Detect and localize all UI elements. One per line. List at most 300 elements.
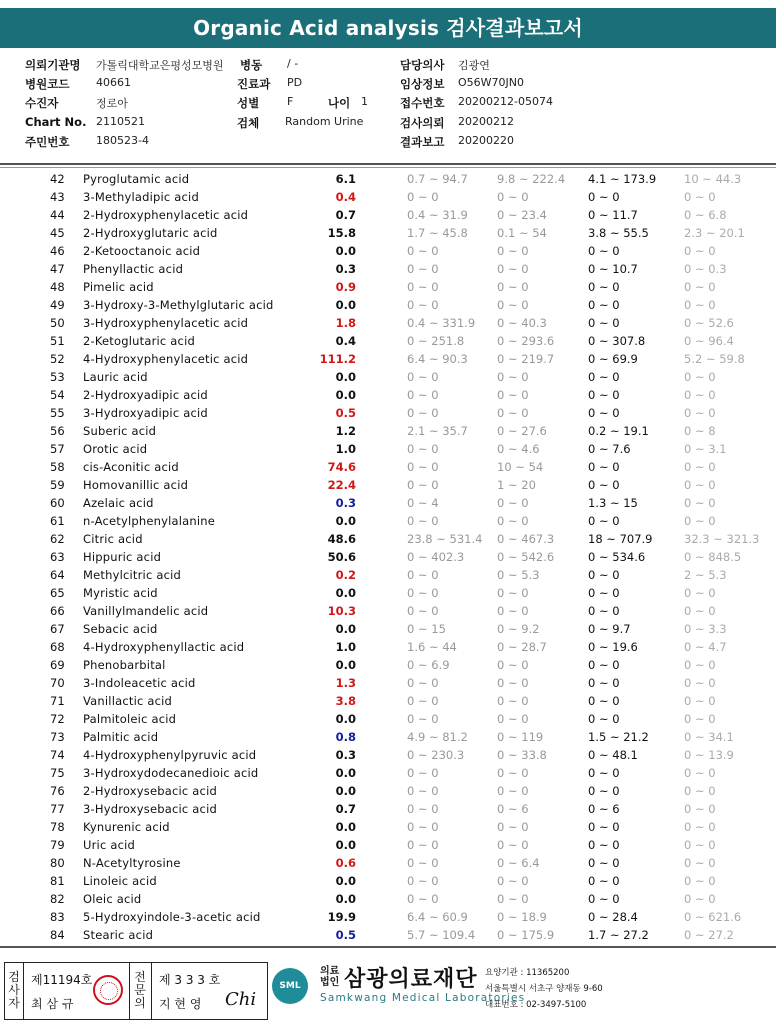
result-value: 0.0 [335,370,356,384]
result-number: 74 [50,748,65,762]
result-number: 47 [50,262,65,276]
reference-range-2: 0 ~ 0 [497,586,529,600]
result-number: 59 [50,478,65,492]
reference-range-2: 0 ~ 33.8 [497,748,547,762]
result-number: 42 [50,172,65,186]
analyte-name: Hippuric acid [83,550,162,564]
result-number: 58 [50,460,65,474]
reference-range-4: 0 ~ 0 [684,388,716,402]
analyte-name: Phenyllactic acid [83,262,184,276]
result-value: 0.0 [335,784,356,798]
reference-range-1: 0 ~ 0 [407,784,439,798]
analyte-name: Homovanillic acid [83,478,189,492]
org-type [320,966,339,988]
reference-range-1: 0 ~ 251.8 [407,334,465,348]
reference-range-3: 0 ~ 19.6 [588,640,638,654]
result-value: 0.5 [335,928,356,942]
clinical-value: O56W70JN0 [458,76,524,89]
table-row [0,602,776,620]
reference-range-2: 9.8 ~ 222.4 [497,172,566,186]
reference-range-1: 0 ~ 4 [407,496,439,510]
result-number: 84 [50,928,65,942]
org-type-line2: 법인 [320,977,340,988]
reference-range-3: 0 ~ 0 [588,604,620,618]
reference-range-1: 0 ~ 0 [407,712,439,726]
specialist-name: 지 현 영 [159,997,202,1011]
result-value: 15.8 [327,226,356,240]
result-number: 60 [50,496,65,510]
reference-range-3: 0 ~ 0 [588,406,620,420]
reference-range-2: 0 ~ 0 [497,514,529,528]
table-row [0,296,776,314]
result-value: 0.0 [335,388,356,402]
table-row [0,656,776,674]
result-value: 0.8 [335,730,356,744]
analyte-name: Methylcitric acid [83,568,181,582]
result-value: 0.0 [335,874,356,888]
table-row [0,494,776,512]
analyte-name: Myristic acid [83,586,158,600]
table-row [0,458,776,476]
reference-range-1: 0 ~ 0 [407,514,439,528]
table-row [0,836,776,854]
physician-value: 김광연 [458,59,490,72]
table-row [0,170,776,188]
receipt-value: 20200212-05074 [458,95,553,108]
organization-name: 삼광의료재단 [344,967,478,992]
analyte-name: Pyroglutamic acid [83,172,190,186]
result-value: 0.0 [335,298,356,312]
reference-range-1: 0 ~ 6.9 [407,658,450,672]
analyte-name: 2-Hydroxyphenylacetic acid [83,208,249,222]
reference-range-3: 0 ~ 0 [588,712,620,726]
analyte-name: Oleic acid [83,892,142,906]
reference-range-4: 0 ~ 0 [684,694,716,708]
organization-english-name: Samkwang Medical Laboratories [320,992,526,1004]
table-row [0,782,776,800]
reference-range-1: 0 ~ 230.3 [407,748,465,762]
reference-range-3: 0 ~ 0 [588,316,620,330]
table-row [0,746,776,764]
result-value: 0.5 [335,406,356,420]
reference-range-3: 0 ~ 6 [588,802,620,816]
reference-range-3: 0 ~ 0 [588,658,620,672]
table-row [0,332,776,350]
analyte-name: 4-Hydroxyphenylpyruvic acid [83,748,257,762]
result-value: 0.2 [335,568,356,582]
reference-range-3: 0 ~ 0 [588,190,620,204]
reference-range-1: 0 ~ 0 [407,694,439,708]
reference-range-1: 0 ~ 402.3 [407,550,465,564]
chart-value: 2110521 [96,115,145,128]
reference-range-3: 0 ~ 28.4 [588,910,638,924]
reference-range-1: 0.7 ~ 94.7 [407,172,468,186]
reference-range-4: 0 ~ 0 [684,838,716,852]
table-row [0,278,776,296]
report-value: 20200220 [458,134,514,147]
reference-range-2: 0 ~ 0 [497,658,529,672]
reference-range-2: 0 ~ 40.3 [497,316,547,330]
table-row [0,710,776,728]
reference-range-2: 0 ~ 0 [497,676,529,690]
reference-range-3: 0.2 ~ 19.1 [588,424,649,438]
analyte-name: 3-Methyladipic acid [83,190,199,204]
sex-label: 성별 [237,96,260,110]
reference-range-4: 0 ~ 3.3 [684,622,727,636]
analyte-name: cis-Aconitic acid [83,460,179,474]
result-number: 70 [50,676,65,690]
analyte-name: Citric acid [83,532,143,546]
table-row [0,242,776,260]
reference-range-2: 1 ~ 20 [497,478,536,492]
hospital-code-value: 40661 [96,76,131,89]
seal-stamp [93,975,123,1005]
reference-range-4: 2 ~ 5.3 [684,568,727,582]
table-row [0,854,776,872]
result-value: 22.4 [327,478,356,492]
result-number: 49 [50,298,65,312]
table-row [0,206,776,224]
reference-range-4: 0 ~ 0 [684,658,716,672]
reference-range-4: 0 ~ 0 [684,892,716,906]
reference-range-4: 0 ~ 0.3 [684,262,727,276]
result-number: 53 [50,370,65,384]
result-number: 72 [50,712,65,726]
analyte-name: Palmitoleic acid [83,712,177,726]
reference-range-2: 0 ~ 0 [497,766,529,780]
reference-range-4: 0 ~ 8 [684,424,716,438]
reference-range-3: 0 ~ 0 [588,766,620,780]
reference-range-2: 0 ~ 5.3 [497,568,540,582]
table-row [0,260,776,278]
table-row [0,530,776,548]
result-value: 6.1 [335,172,356,186]
result-value: 48.6 [327,532,356,546]
table-row [0,476,776,494]
tester-label: 검사자 [8,970,20,1010]
table-row [0,764,776,782]
reference-range-4: 0 ~ 0 [684,244,716,258]
table-row [0,872,776,890]
reference-range-1: 0 ~ 0 [407,190,439,204]
result-number: 64 [50,568,65,582]
reference-range-1: 6.4 ~ 90.3 [407,352,468,366]
reference-range-1: 0 ~ 0 [407,820,439,834]
reference-range-1: 0 ~ 0 [407,892,439,906]
table-row [0,314,776,332]
result-value: 19.9 [327,910,356,924]
result-number: 67 [50,622,65,636]
ward-label: 병동 [240,58,263,72]
result-value: 0.0 [335,514,356,528]
result-value: 111.2 [319,352,356,366]
analyte-name: Kynurenic acid [83,820,170,834]
reference-range-4: 5.2 ~ 59.8 [684,352,745,366]
reference-range-3: 3.8 ~ 55.5 [588,226,649,240]
reference-range-3: 0 ~ 0 [588,694,620,708]
table-row [0,638,776,656]
result-number: 69 [50,658,65,672]
reference-range-4: 0 ~ 0 [684,514,716,528]
reference-range-2: 0 ~ 542.6 [497,550,555,564]
table-row [0,800,776,818]
analyte-name: Azelaic acid [83,496,154,510]
result-value: 1.3 [335,676,356,690]
reference-range-3: 0 ~ 0 [588,514,620,528]
result-number: 46 [50,244,65,258]
reference-range-2: 0 ~ 0 [497,370,529,384]
reference-range-3: 0 ~ 7.6 [588,442,631,456]
reference-range-4: 0 ~ 52.6 [684,316,734,330]
reference-range-1: 0.4 ~ 31.9 [407,208,468,222]
table-row [0,692,776,710]
reference-range-3: 0 ~ 0 [588,298,620,312]
table-row [0,908,776,926]
reference-range-4: 0 ~ 0 [684,478,716,492]
analyte-name: 3-Indoleacetic acid [83,676,196,690]
table-row [0,404,776,422]
table-row [0,188,776,206]
analyte-name: Vanillactic acid [83,694,173,708]
analyte-name: Lauric acid [83,370,148,384]
reference-range-4: 0 ~ 0 [684,496,716,510]
reference-range-2: 0 ~ 0 [497,406,529,420]
reference-range-3: 0 ~ 0 [588,874,620,888]
result-value: 0.0 [335,838,356,852]
reference-range-1: 0 ~ 0 [407,676,439,690]
table-row [0,368,776,386]
reference-range-3: 0 ~ 534.6 [588,550,646,564]
reference-range-4: 0 ~ 13.9 [684,748,734,762]
result-number: 71 [50,694,65,708]
analyte-name: Phenobarbital [83,658,166,672]
request-value: 20200212 [458,115,514,128]
result-number: 63 [50,550,65,564]
reference-range-3: 0 ~ 0 [588,892,620,906]
result-value: 0.4 [335,190,356,204]
patient-info [0,52,776,160]
reference-range-4: 0 ~ 27.2 [684,928,734,942]
reference-range-4: 0 ~ 0 [684,370,716,384]
result-value: 0.3 [335,496,356,510]
specimen-value: Random Urine [285,115,364,128]
reference-range-1: 0 ~ 0 [407,568,439,582]
result-value: 1.8 [335,316,356,330]
analyte-name: 2-Ketooctanoic acid [83,244,201,258]
reference-range-3: 0 ~ 0 [588,460,620,474]
analyte-name: Sebacic acid [83,622,158,636]
result-number: 44 [50,208,65,222]
reference-range-4: 32.3 ~ 321.3 [684,532,760,546]
reference-range-1: 1.6 ~ 44 [407,640,457,654]
reference-range-2: 0 ~ 175.9 [497,928,555,942]
divider [23,963,24,1019]
result-value: 0.0 [335,820,356,834]
institution-code: 요양기관 : 11365200 [485,968,570,978]
analyte-name: 2-Ketoglutaric acid [83,334,195,348]
reference-range-4: 0 ~ 0 [684,604,716,618]
reference-range-2: 0 ~ 9.2 [497,622,540,636]
footer-divider [0,946,776,948]
reference-range-3: 0 ~ 307.8 [588,334,646,348]
department-value: PD [287,76,303,89]
result-number: 54 [50,388,65,402]
reference-range-2: 0 ~ 0 [497,604,529,618]
result-value: 0.0 [335,712,356,726]
result-value: 10.3 [327,604,356,618]
reference-range-1: 0 ~ 0 [407,298,439,312]
reference-range-1: 0 ~ 0 [407,874,439,888]
table-row [0,422,776,440]
result-number: 48 [50,280,65,294]
reference-range-2: 0 ~ 119 [497,730,544,744]
reference-range-1: 0 ~ 0 [407,388,439,402]
analyte-name: Suberic acid [83,424,157,438]
reference-range-4: 10 ~ 44.3 [684,172,742,186]
reference-range-4: 0 ~ 0 [684,676,716,690]
reference-range-3: 0 ~ 0 [588,568,620,582]
table-row [0,728,776,746]
recipient-value: 정로아 [96,97,128,110]
table-row [0,890,776,908]
analyte-name: Palmitic acid [83,730,159,744]
analyte-name: 3-Hydroxy-3-Methylglutaric acid [83,298,274,312]
reference-range-4: 0 ~ 621.6 [684,910,742,924]
analyte-name: Stearic acid [83,928,154,942]
result-number: 51 [50,334,65,348]
reference-range-4: 0 ~ 0 [684,766,716,780]
result-number: 45 [50,226,65,240]
reference-range-4: 0 ~ 848.5 [684,550,742,564]
analyte-name: 5-Hydroxyindole-3-acetic acid [83,910,261,924]
reference-range-2: 0 ~ 18.9 [497,910,547,924]
reference-range-4: 0 ~ 3.1 [684,442,727,456]
analyte-name: 4-Hydroxyphenyllactic acid [83,640,245,654]
reference-range-3: 0 ~ 10.7 [588,262,638,276]
table-row [0,926,776,944]
reference-range-2: 0 ~ 4.6 [497,442,540,456]
analyte-name: Linoleic acid [83,874,157,888]
reference-range-2: 0 ~ 0 [497,874,529,888]
reference-range-2: 0 ~ 0 [497,820,529,834]
specimen-label: 검체 [237,116,260,130]
analyte-name: 3-Hydroxyadipic acid [83,406,208,420]
result-value: 0.9 [335,280,356,294]
reference-range-1: 2.1 ~ 35.7 [407,424,468,438]
reference-range-2: 0 ~ 0 [497,280,529,294]
reference-range-2: 0 ~ 293.6 [497,334,555,348]
reference-range-1: 23.8 ~ 531.4 [407,532,483,546]
reference-range-1: 0 ~ 0 [407,280,439,294]
recipient-label: 수진자 [25,96,59,110]
analyte-name: 2-Hydroxyglutaric acid [83,226,218,240]
id-value: 180523-4 [96,134,149,147]
reference-range-3: 1.3 ~ 15 [588,496,638,510]
sex-value: F [287,95,294,108]
reference-range-2: 0 ~ 28.7 [497,640,547,654]
reference-range-1: 0 ~ 0 [407,802,439,816]
result-value: 0.0 [335,658,356,672]
result-value: 0.0 [335,892,356,906]
table-row [0,584,776,602]
result-number: 73 [50,730,65,744]
table-row [0,224,776,242]
result-number: 68 [50,640,65,654]
result-number: 52 [50,352,65,366]
signature: Chi [225,989,257,1010]
result-value: 0.7 [335,802,356,816]
reference-range-3: 0 ~ 0 [588,478,620,492]
table-row [0,566,776,584]
table-row [0,440,776,458]
reference-range-3: 0 ~ 0 [588,370,620,384]
result-value: 0.3 [335,262,356,276]
reference-range-2: 0 ~ 0 [497,496,529,510]
request-label: 검사의뢰 [400,116,445,130]
reference-range-3: 0 ~ 0 [588,280,620,294]
reference-range-4: 0 ~ 0 [684,406,716,420]
reference-range-2: 0 ~ 27.6 [497,424,547,438]
result-number: 57 [50,442,65,456]
result-number: 75 [50,766,65,780]
divider [129,963,130,1019]
analyte-name: 2-Hydroxyadipic acid [83,388,208,402]
reference-range-1: 0 ~ 0 [407,442,439,456]
result-value: 1.0 [335,442,356,456]
age-label: 나이 [328,96,351,110]
result-number: 66 [50,604,65,618]
result-value: 0.0 [335,244,356,258]
reference-range-3: 0 ~ 9.7 [588,622,631,636]
reference-range-1: 4.9 ~ 81.2 [407,730,468,744]
header-divider [0,163,776,165]
clinical-label: 임상정보 [400,77,445,91]
ward-value: / - [287,57,299,70]
report-title: Organic Acid analysis 검사결과보고서 [0,8,776,48]
reference-range-3: 18 ~ 707.9 [588,532,653,546]
result-number: 79 [50,838,65,852]
hospital-code-label: 병원코드 [25,77,70,91]
reference-range-3: 0 ~ 0 [588,388,620,402]
result-value: 1.0 [335,640,356,654]
analyte-name: 3-Hydroxydodecanedioic acid [83,766,259,780]
reference-range-1: 0.4 ~ 331.9 [407,316,476,330]
institution-label: 의뢰기관명 [25,58,81,72]
signature-box [4,962,268,1020]
result-number: 78 [50,820,65,834]
reference-range-3: 0 ~ 48.1 [588,748,638,762]
reference-range-1: 0 ~ 0 [407,604,439,618]
reference-range-2: 0 ~ 0 [497,388,529,402]
reference-range-3: 0 ~ 0 [588,784,620,798]
result-number: 55 [50,406,65,420]
result-number: 76 [50,784,65,798]
id-label: 주민번호 [25,135,70,149]
reference-range-3: 0 ~ 11.7 [588,208,638,222]
divider [151,963,152,1019]
specialist-label: 전문의 [134,970,146,1010]
table-row [0,674,776,692]
specialist-number: 제 3 3 3 호 [159,973,221,987]
reference-range-4: 0 ~ 6.8 [684,208,727,222]
result-value: 0.4 [335,334,356,348]
reference-range-2: 0 ~ 0 [497,298,529,312]
report-label: 결과보고 [400,135,445,149]
reference-range-4: 0 ~ 0 [684,586,716,600]
reference-range-4: 0 ~ 4.7 [684,640,727,654]
reference-range-1: 0 ~ 0 [407,856,439,870]
result-value: 0.7 [335,208,356,222]
